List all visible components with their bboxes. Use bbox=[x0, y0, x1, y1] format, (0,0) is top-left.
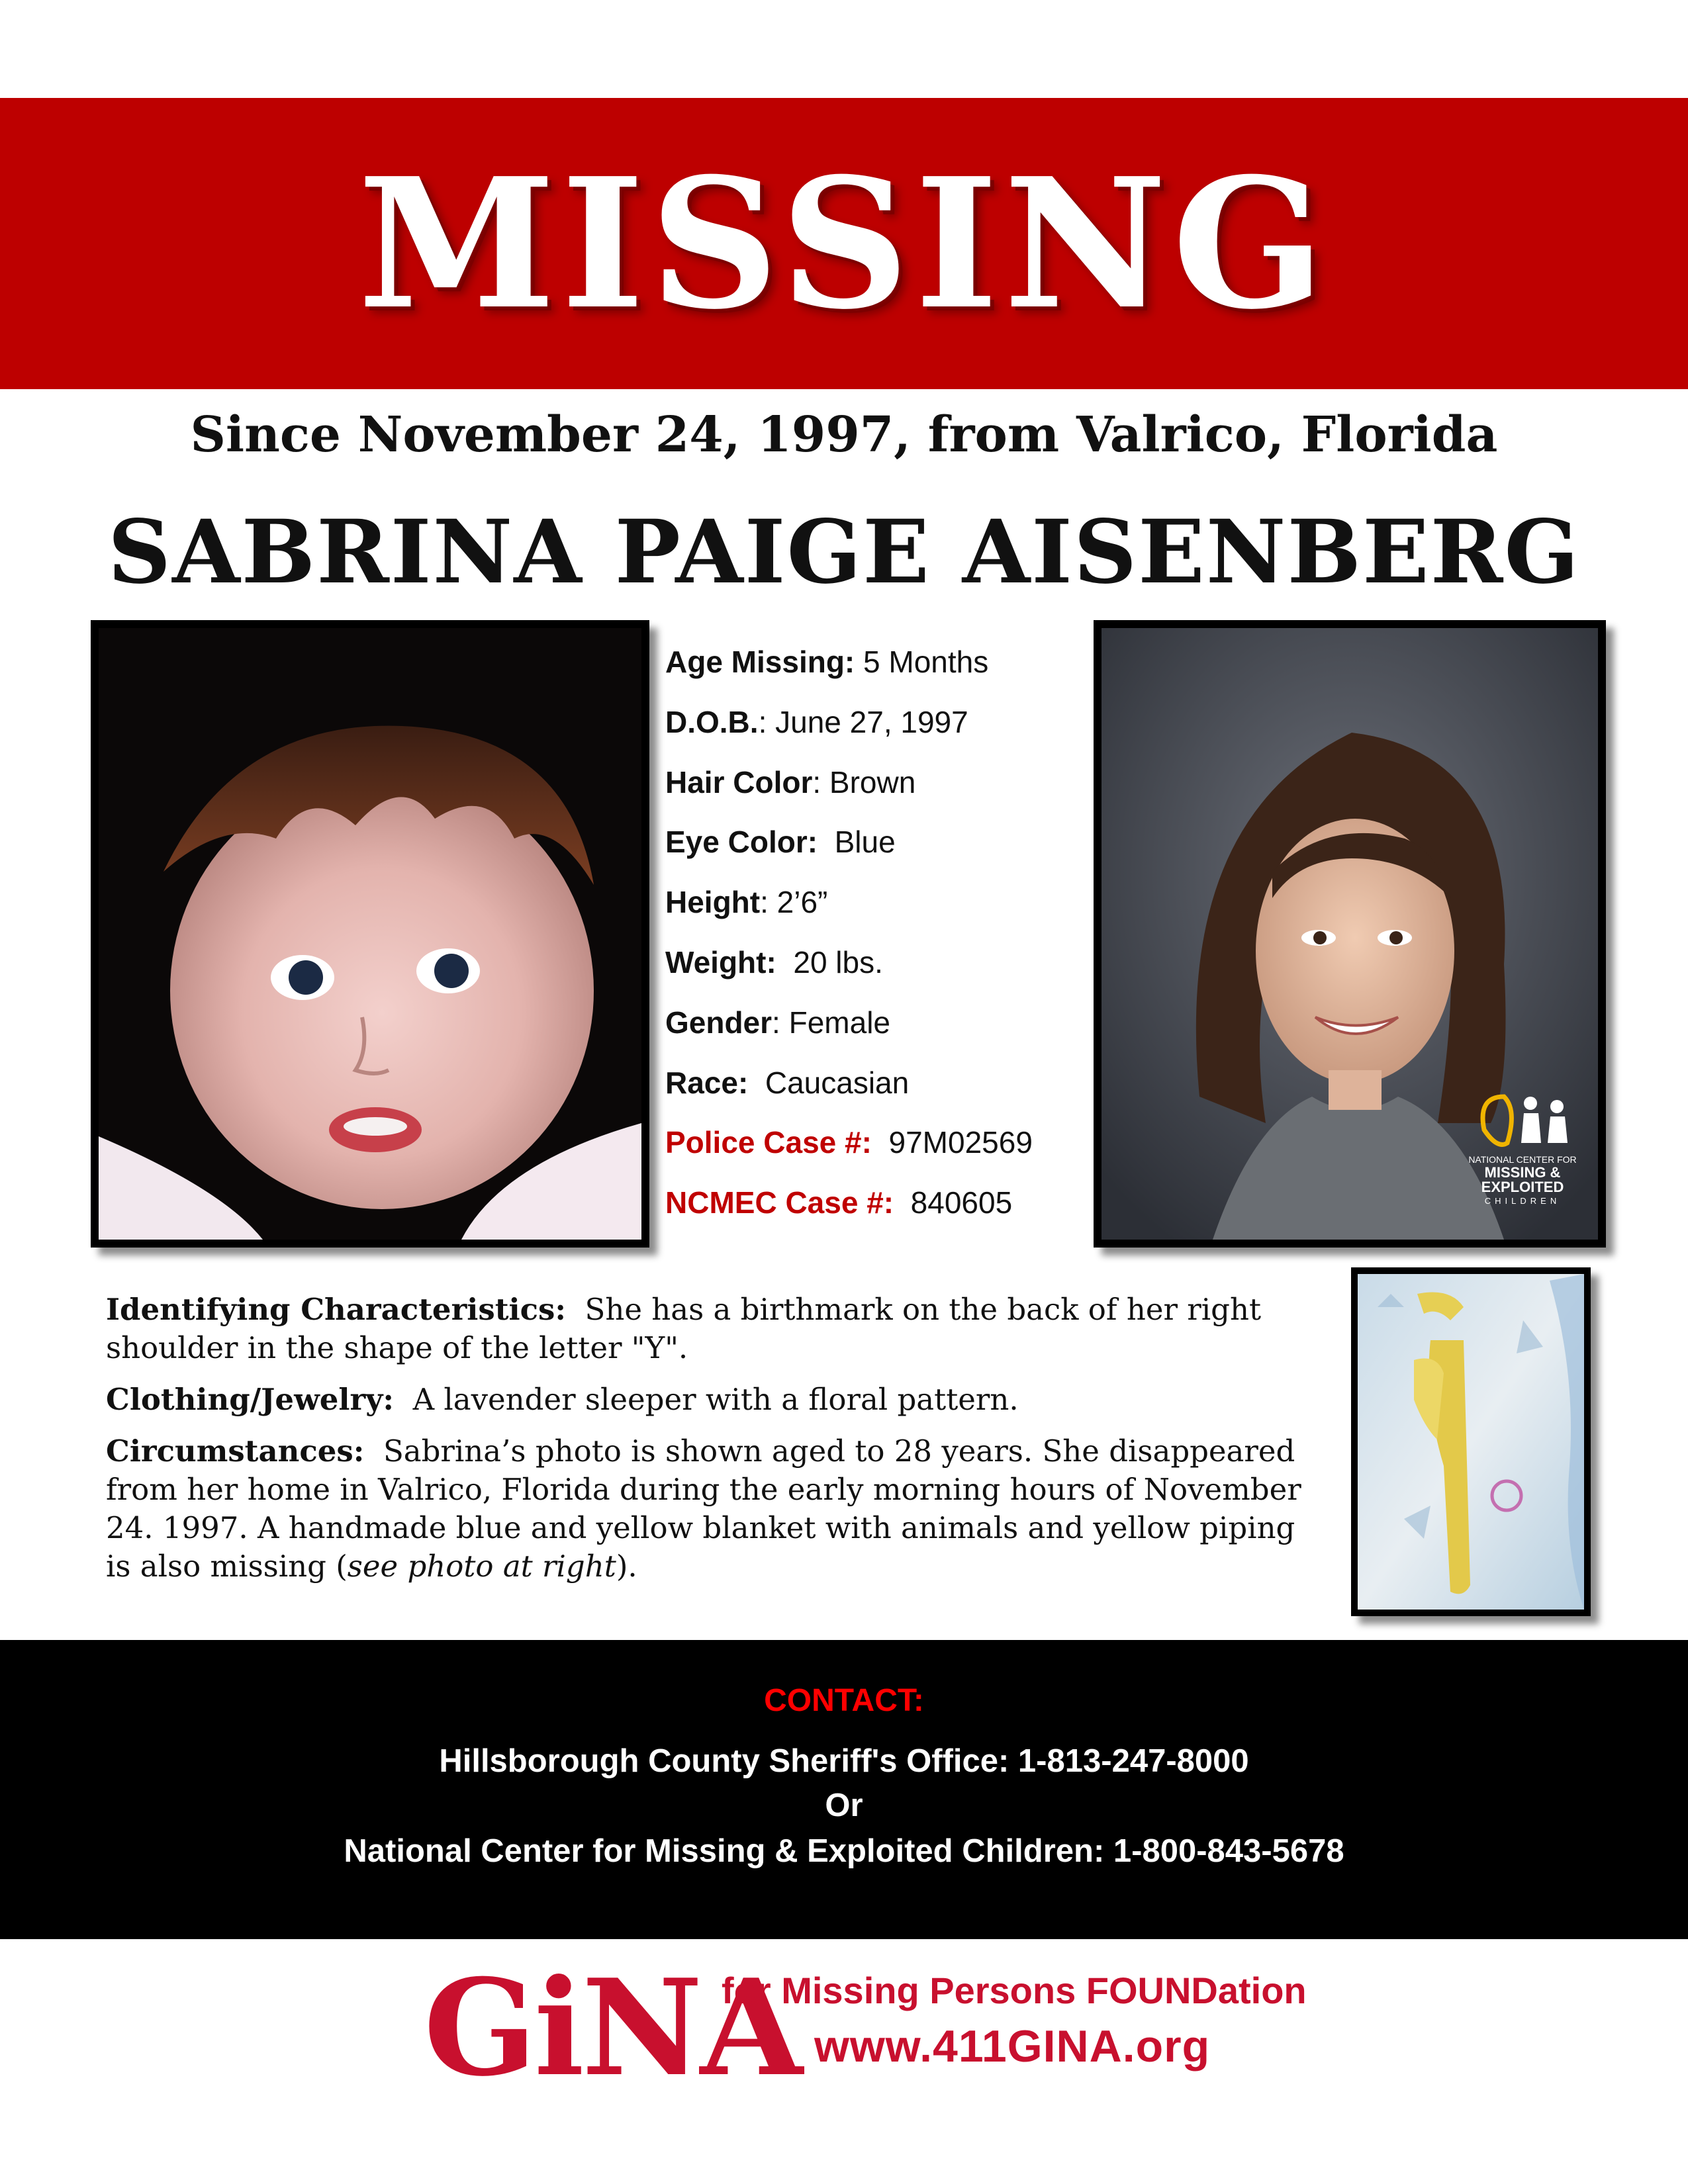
detail-weight: Weight: 20 lbs. bbox=[665, 944, 883, 979]
ncmec-logo-line4: CHILDREN bbox=[1484, 1196, 1561, 1206]
ncmec-logo-line1: NATIONAL CENTER FOR bbox=[1468, 1154, 1577, 1165]
gina-tagline: for Missing Persons FOUNDation bbox=[722, 1970, 1307, 2011]
detail-hair: Hair Color: Brown bbox=[665, 764, 916, 799]
age-progressed-photo bbox=[1094, 620, 1606, 1248]
narrative-text bbox=[106, 1291, 1317, 1599]
detail-eye: Eye Color: Blue bbox=[665, 825, 896, 860]
detail-dob: D.O.B.: June 27, 1997 bbox=[665, 704, 968, 739]
baby-photo bbox=[91, 620, 649, 1248]
detail-height: Height: 2’6” bbox=[665, 885, 828, 920]
contact-title: CONTACT: bbox=[764, 1683, 924, 1718]
gina-logo: GiNA bbox=[424, 1950, 800, 2106]
identifying-characteristics: Identifying Characteristics: She has a birthmark on the back of her right shoulder in the shape of the letter "Y". bbox=[106, 1292, 1262, 1365]
blanket-photo bbox=[1351, 1267, 1591, 1616]
detail-ncmec-case: NCMEC Case #: 840605 bbox=[665, 1185, 1013, 1220]
ncmec-logo-line3: EXPLOITED bbox=[1481, 1179, 1564, 1195]
detail-age: Age Missing: 5 Months bbox=[665, 645, 989, 679]
missing-title: MISSING bbox=[357, 138, 1331, 349]
person-name: SABRINA PAIGE AISENBERG bbox=[107, 501, 1581, 604]
details-list bbox=[665, 632, 1076, 1233]
clothing-jewelry: Clothing/Jewelry: A lavender sleeper with a floral pattern. bbox=[106, 1382, 1019, 1417]
detail-race: Race: Caucasian bbox=[665, 1065, 910, 1100]
circumstances: Circumstances: Sabrina’s photo is shown aged to 28 years. She disappeared from her home in Valrico, Florida during the early morning hours of November 24. 1997. A handmade blue and yellow blanket with animals and yellow piping is also missing (see photo at right). bbox=[106, 1433, 1301, 1584]
detail-gender: Gender: Female bbox=[665, 1005, 890, 1040]
ncmec-logo-line2: MISSING & bbox=[1484, 1164, 1561, 1181]
contact-or: Or bbox=[825, 1788, 863, 1823]
gina-url[interactable]: www.411GINA.org bbox=[814, 2021, 1211, 2071]
missing-since-line: Since November 24, 1997, from Valrico, Florida bbox=[190, 406, 1498, 463]
detail-police-case: Police Case #: 97M02569 bbox=[665, 1125, 1033, 1160]
contact-ncmec-phone: National Center for Missing & Exploited Children: 1-800-843-5678 bbox=[344, 1833, 1344, 1869]
contact-sheriff-phone: Hillsborough County Sheriff's Office: 1-813-247-8000 bbox=[439, 1743, 1249, 1779]
